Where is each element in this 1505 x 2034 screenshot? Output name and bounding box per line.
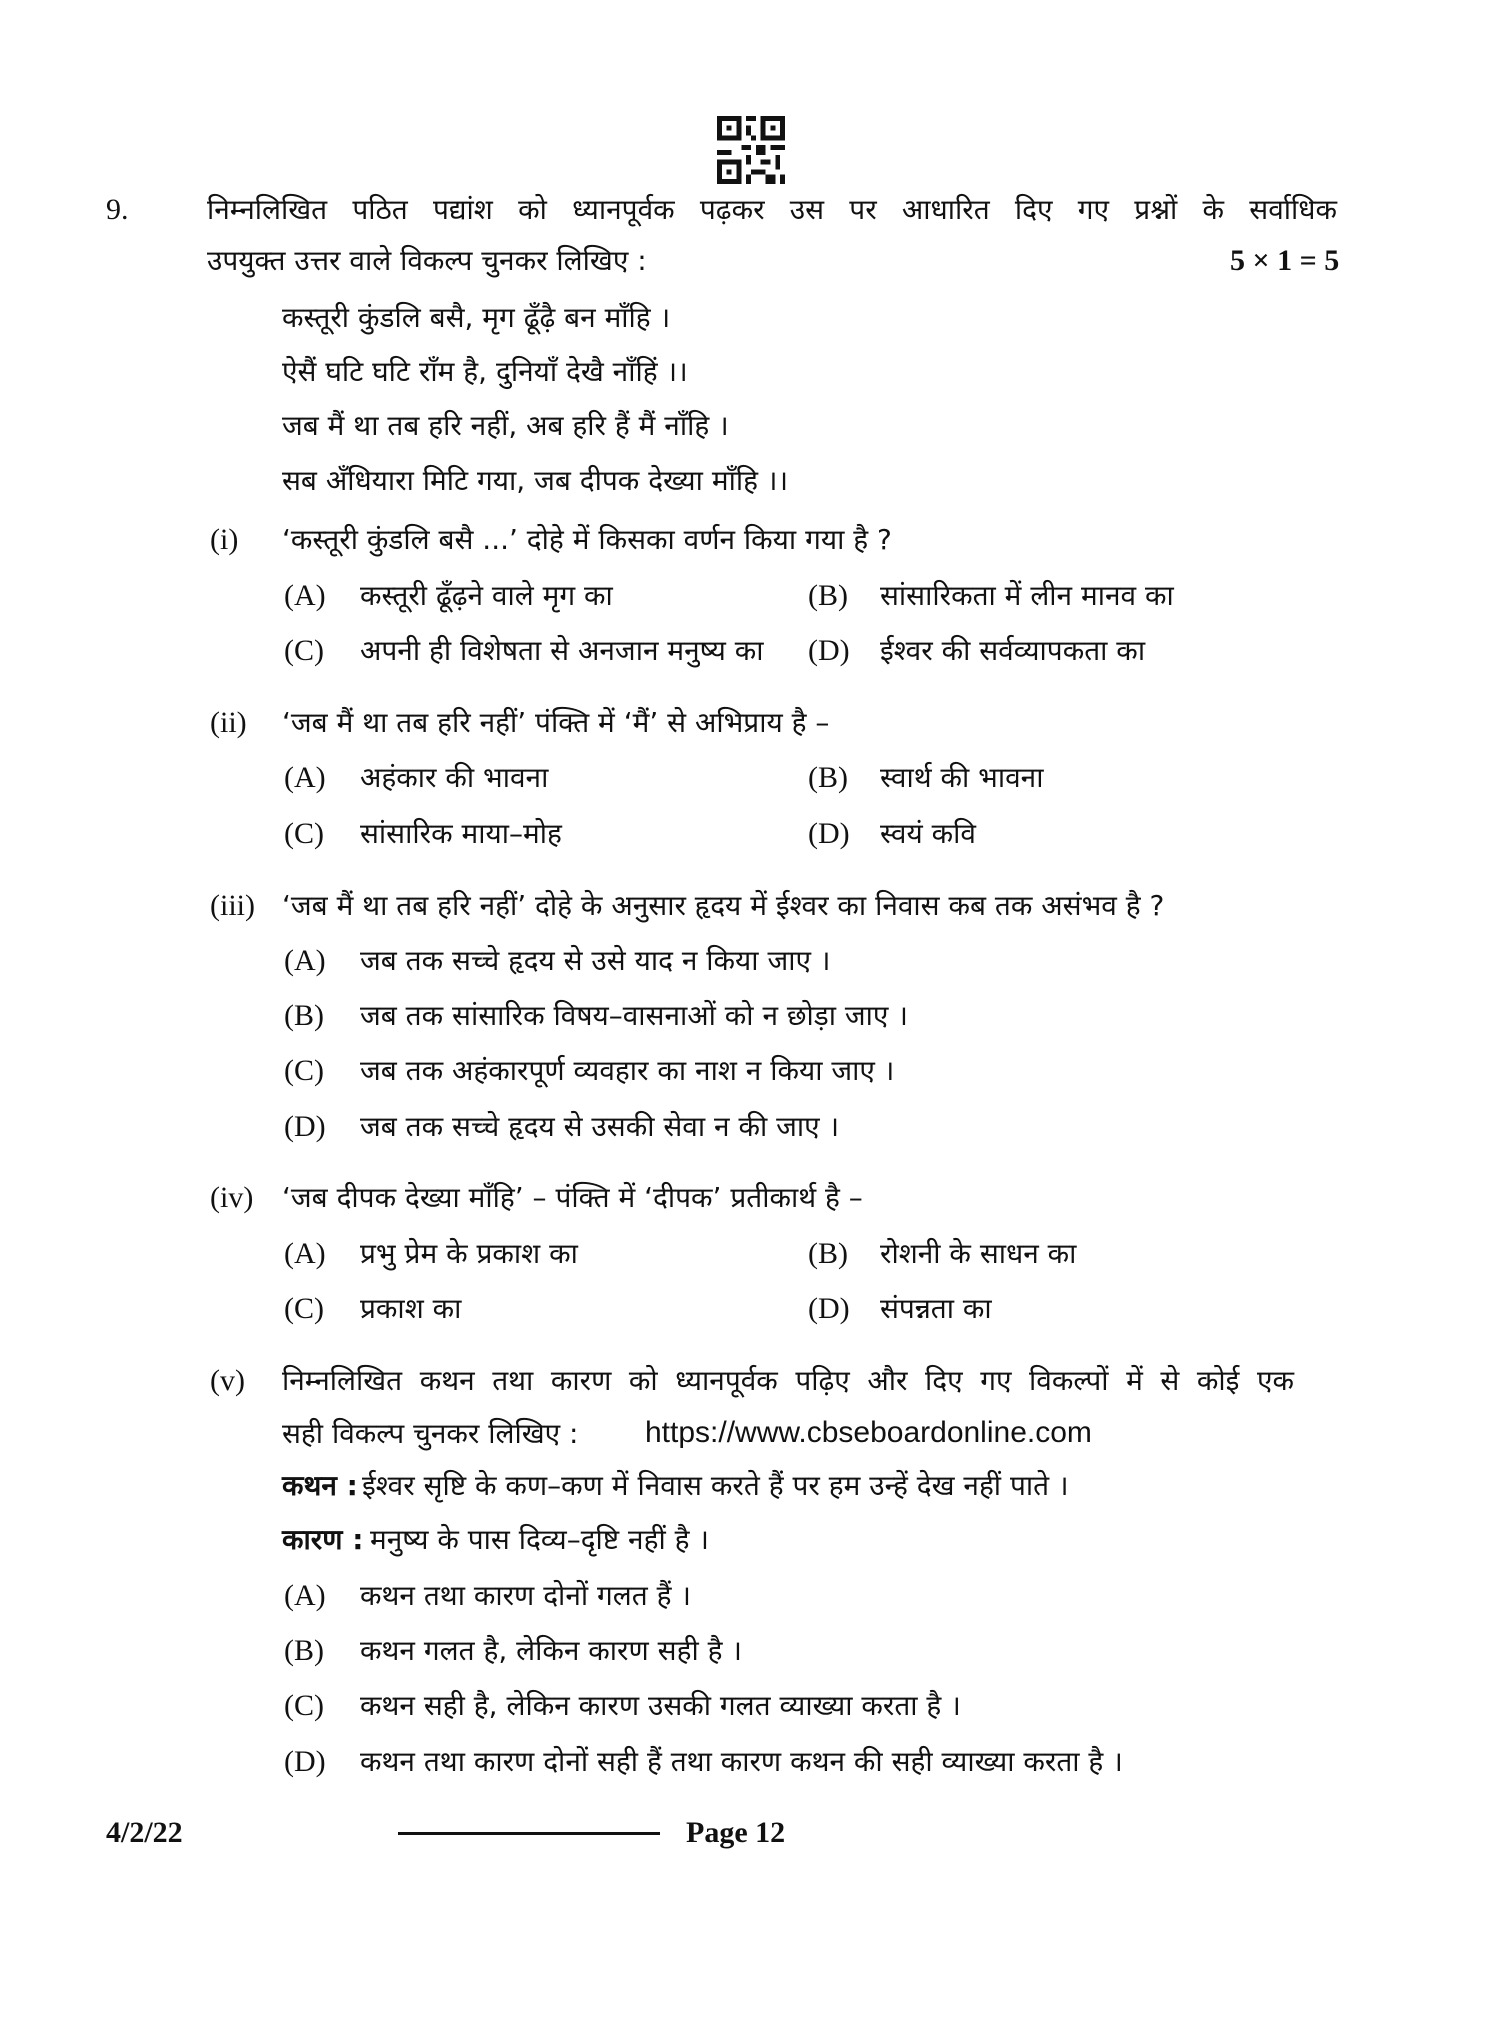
option-label: (D) xyxy=(808,1292,850,1325)
option-text: रोशनी के साधन का xyxy=(880,1237,1077,1270)
option-label: (C) xyxy=(284,1292,324,1325)
reason-label: कारण : xyxy=(282,1523,364,1556)
option-text: जब तक सच्चे हृदय से उसे याद न किया जाए । xyxy=(360,944,831,977)
subquestion-number: (ii) xyxy=(210,706,247,739)
option-label: (A) xyxy=(284,579,326,612)
poem-line: जब मैं था तब हरि नहीं, अब हरि हैं मैं नाँहि । xyxy=(282,409,729,442)
poem-line: सब अँधियारा मिटि गया, जब दीपक देख्या माँहि ।। xyxy=(282,464,789,497)
subquestion-number: (v) xyxy=(210,1364,245,1397)
question-instruction-line2: उपयुक्त उत्तर वाले विकल्प चुनकर लिखिए : xyxy=(207,244,647,277)
option-label: (C) xyxy=(284,1054,324,1087)
assertion-text: ईश्वर सृष्टि के कण–कण में निवास करते हैं पर हम उन्हें देख नहीं पाते । xyxy=(362,1469,1069,1502)
subquestion-text: ‘जब मैं था तब हरि नहीं’ दोहे के अनुसार हृदय में ईश्वर का निवास कब तक असंभव है ? xyxy=(282,889,1165,922)
option-label: (A) xyxy=(284,1237,326,1270)
qr-code-icon xyxy=(716,116,786,184)
option-label: (B) xyxy=(284,999,324,1032)
option-label: (C) xyxy=(284,634,324,667)
option-label: (D) xyxy=(284,1110,326,1143)
source-url: https://www.cbseboardonline.com xyxy=(645,1416,1092,1449)
poem-line: ऐसैं घटि घटि राँम है, दुनियाँ देखै नाँहिं ।। xyxy=(282,355,688,388)
option-label: (C) xyxy=(284,817,324,850)
option-text: स्वयं कवि xyxy=(880,817,976,850)
option-text: प्रभु प्रेम के प्रकाश का xyxy=(360,1237,578,1270)
reason-text: मनुष्य के पास दिव्य–दृष्टि नहीं है । xyxy=(370,1523,710,1556)
option-label: (D) xyxy=(808,817,850,850)
question-instruction-line1: निम्नलिखित पठित पद्यांश को ध्यानपूर्वक पढ़कर उस पर आधारित दिए गए प्रश्नों के सर्वाधिक xyxy=(207,193,1337,226)
option-text: ईश्वर की सर्वव्यापकता का xyxy=(880,634,1146,667)
subquestion-text-line2: सही विकल्प चुनकर लिखिए : xyxy=(282,1417,579,1450)
option-label: (B) xyxy=(808,579,848,612)
subquestion-text: ‘कस्तूरी कुंडलि बसै ...’ दोहे में किसका वर्णन किया गया है ? xyxy=(282,523,892,556)
option-text: कस्तूरी ढूँढ़ने वाले मृग का xyxy=(360,579,613,612)
option-text: प्रकाश का xyxy=(360,1292,462,1325)
subquestion-text: ‘जब मैं था तब हरि नहीं’ पंक्ति में ‘मैं’ से अभिप्राय है – xyxy=(282,706,830,739)
option-label: (D) xyxy=(808,634,850,667)
option-label: (B) xyxy=(808,1237,848,1270)
page-number: Page 12 xyxy=(686,1816,786,1849)
subquestion-text-line1: निम्नलिखित कथन तथा कारण को ध्यानपूर्वक पढ़िए और दिए गए विकल्पों में से कोई एक xyxy=(282,1364,1294,1397)
subquestion-text: ‘जब दीपक देख्या माँहि’ – पंक्ति में ‘दीपक’ प्रतीकार्थ है – xyxy=(282,1181,863,1214)
paper-code: 4/2/22 xyxy=(106,1816,183,1849)
subquestion-number: (iii) xyxy=(210,889,255,922)
option-text: सांसारिकता में लीन मानव का xyxy=(880,579,1174,612)
option-text: कथन तथा कारण दोनों गलत हैं । xyxy=(360,1579,691,1612)
poem-line: कस्तूरी कुंडलि बसै, मृग ढूँढ़ै बन माँहि । xyxy=(282,301,671,334)
assertion-label: कथन : xyxy=(282,1469,358,1502)
option-label: (B) xyxy=(808,761,848,794)
question-marks: 5 × 1 = 5 xyxy=(1230,244,1340,277)
option-label: (D) xyxy=(284,1745,326,1778)
question-number: 9. xyxy=(106,193,129,226)
subquestion-number: (iv) xyxy=(210,1181,254,1214)
option-text: कथन गलत है, लेकिन कारण सही है । xyxy=(360,1634,742,1667)
option-label: (A) xyxy=(284,761,326,794)
option-text: संपन्नता का xyxy=(880,1292,992,1325)
option-label: (A) xyxy=(284,944,326,977)
option-text: अपनी ही विशेषता से अनजान मनुष्य का xyxy=(360,634,764,667)
option-text: अहंकार की भावना xyxy=(360,761,549,794)
footer-divider xyxy=(398,1832,660,1835)
option-text: जब तक सच्चे हृदय से उसकी सेवा न की जाए । xyxy=(360,1110,840,1143)
option-text: कथन तथा कारण दोनों सही हैं तथा कारण कथन की सही व्याख्या करता है । xyxy=(360,1745,1123,1778)
subquestion-number: (i) xyxy=(210,523,239,556)
option-text: जब तक अहंकारपूर्ण व्यवहार का नाश न किया जाए । xyxy=(360,1054,895,1087)
option-label: (C) xyxy=(284,1689,324,1722)
option-text: सांसारिक माया–मोह xyxy=(360,817,562,850)
option-text: स्वार्थ की भावना xyxy=(880,761,1044,794)
option-text: जब तक सांसारिक विषय–वासनाओं को न छोड़ा जाए । xyxy=(360,999,908,1032)
option-label: (B) xyxy=(284,1634,324,1667)
option-label: (A) xyxy=(284,1579,326,1612)
option-text: कथन सही है, लेकिन कारण उसकी गलत व्याख्या करता है । xyxy=(360,1689,961,1722)
